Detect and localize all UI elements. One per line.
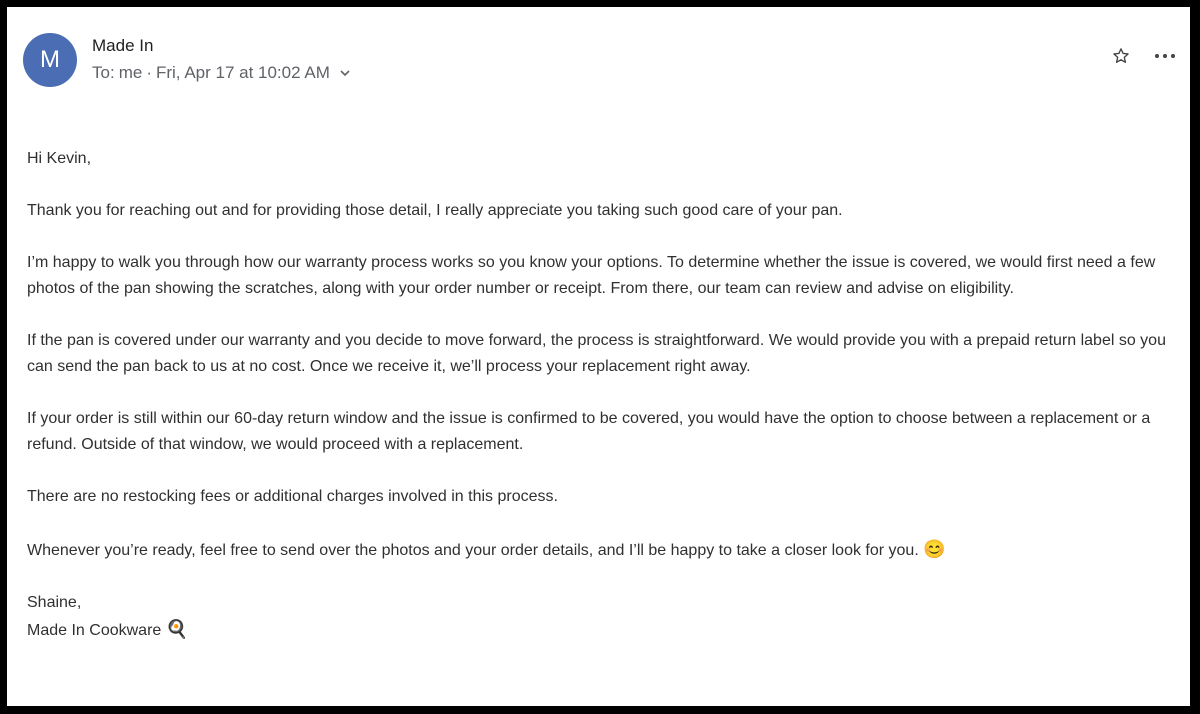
signature-company-line <box>27 616 1177 644</box>
email-body <box>27 146 1177 644</box>
email-actions <box>1110 45 1176 67</box>
recipient-details[interactable] <box>92 63 352 83</box>
paragraph-2: I’m happy to walk you through how our warranty process works so you know your options. To determine whether the issue is covered, we would first need a few photos of the pan showing the scratches, along with your order number or receipt. From there, our team can review and advise on eligibility. <box>27 254 1156 297</box>
separator: · <box>146 63 152 82</box>
signature-company: Made In Cookware <box>27 622 162 639</box>
sender-name[interactable]: Made In <box>92 36 154 55</box>
paragraph-4: If your order is still within our 60-day return window and the issue is confirmed to be covered, you would have the option to choose between a replacement or a refund. Outside of that window, we would proceed with a replacement. <box>27 410 1151 453</box>
recipient: me <box>118 63 143 82</box>
email-view <box>7 7 1190 706</box>
frying-pan-emoji-icon: 🍳 <box>165 619 189 639</box>
avatar-letter: M <box>40 46 60 73</box>
star-button[interactable] <box>1110 45 1132 67</box>
to-label: To: <box>92 63 115 82</box>
paragraph-1: Thank you for reaching out and for providing those detail, I really appreciate you taking such good care of your pan. <box>27 202 843 219</box>
paragraph-6-wrap <box>27 536 1177 564</box>
sender-avatar[interactable] <box>23 33 77 87</box>
smile-emoji-icon: 😊 <box>923 539 946 559</box>
chevron-down-icon[interactable] <box>338 66 352 80</box>
email-datetime: Fri, Apr 17 at 10:02 AM <box>155 63 330 82</box>
paragraph-3: If the pan is covered under our warranty and you decide to move forward, the process is straightforward. We would provide you with a prepaid return label so you can send the pan back to us at no cost. Once we receive it, we’ll process your replacement right away. <box>27 332 1166 375</box>
star-icon <box>1112 47 1130 65</box>
more-options-icon <box>1154 52 1176 60</box>
paragraph-6: Whenever you’re ready, feel free to send over the photos and your order details, and I’ll be happy to take a closer look for you. <box>27 542 919 559</box>
more-options-button[interactable] <box>1154 45 1176 67</box>
signature-name: Shaine, <box>27 594 82 611</box>
greeting: Hi Kevin, <box>27 150 92 167</box>
paragraph-5: There are no restocking fees or additional charges involved in this process. <box>27 488 558 505</box>
